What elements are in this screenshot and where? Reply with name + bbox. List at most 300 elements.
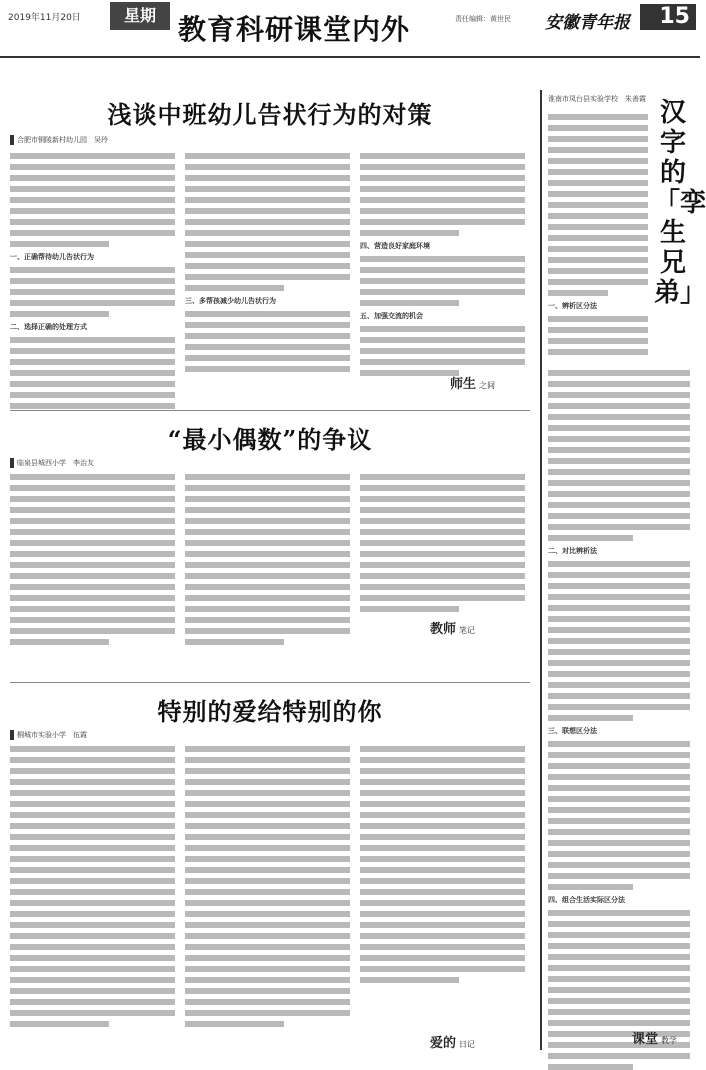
body-text-line xyxy=(548,976,690,982)
body-text-line xyxy=(360,518,525,524)
body-text-line xyxy=(185,966,350,972)
body-column xyxy=(10,153,175,393)
body-text-line xyxy=(10,485,175,491)
body-text-line xyxy=(360,370,459,376)
body-text-line xyxy=(185,999,350,1005)
section-heading: 一、正确帮待幼儿告状行为 xyxy=(10,253,94,261)
body-text-line xyxy=(185,867,350,873)
body-text-line xyxy=(360,197,525,203)
article-tattling xyxy=(10,95,530,395)
body-text-line xyxy=(185,628,350,634)
body-text-line xyxy=(185,823,350,829)
body-text-line xyxy=(10,551,175,557)
body-text-line xyxy=(10,197,175,203)
body-text-line xyxy=(548,862,690,868)
body-text-line xyxy=(185,355,350,361)
body-text-line xyxy=(10,911,175,917)
body-text-line xyxy=(10,768,175,774)
article-title: “最小偶数”的争议 xyxy=(167,425,373,454)
body-text-line xyxy=(185,285,284,291)
body-text-line xyxy=(10,900,175,906)
body-text-line xyxy=(10,311,109,317)
body-text-line xyxy=(185,562,350,568)
body-text-line xyxy=(360,562,525,568)
body-text-line xyxy=(360,922,525,928)
body-text-line xyxy=(548,616,690,622)
body-text-line xyxy=(548,682,690,688)
page-number: 15 xyxy=(640,4,696,30)
body-column xyxy=(185,153,350,393)
body-text-line xyxy=(10,834,175,840)
body-text-line xyxy=(10,801,175,807)
body-text-line xyxy=(10,867,175,873)
body-text-line xyxy=(185,175,350,181)
body-text-line xyxy=(10,845,175,851)
body-text-line xyxy=(10,573,175,579)
body-text-line xyxy=(548,943,690,949)
body-text-line xyxy=(185,878,350,884)
body-text-line xyxy=(185,801,350,807)
body-text-line xyxy=(548,987,690,993)
article-byline: 桐城市实验小学 伍霞 xyxy=(10,730,87,740)
body-text-line xyxy=(548,649,690,655)
body-text-line xyxy=(360,878,525,884)
body-text-line xyxy=(360,595,525,601)
body-text-line xyxy=(360,834,525,840)
article-body xyxy=(10,153,530,393)
body-text-line xyxy=(185,933,350,939)
body-text-line xyxy=(360,900,525,906)
section-heading: 四、营造良好家庭环境 xyxy=(360,242,430,250)
body-text-line xyxy=(10,518,175,524)
body-text-line xyxy=(185,551,350,557)
body-text-line xyxy=(548,191,648,197)
body-text-line xyxy=(360,955,525,961)
body-text-line xyxy=(185,606,350,612)
body-text-line xyxy=(185,988,350,994)
body-text-line xyxy=(185,595,350,601)
body-text-line xyxy=(548,327,648,333)
body-text-line xyxy=(185,230,350,236)
article-smallest-even xyxy=(10,420,530,670)
body-text-line xyxy=(10,381,175,387)
body-text-line xyxy=(10,153,175,159)
body-text-line xyxy=(185,790,350,796)
body-text-line xyxy=(548,605,690,611)
body-text-line xyxy=(548,469,690,475)
article-byline: 临泉县城西小学 李治友 xyxy=(10,458,94,468)
body-text-line xyxy=(360,256,525,262)
section-heading: 二、选择正确的处理方式 xyxy=(10,323,87,331)
body-column xyxy=(185,474,350,664)
body-text-line xyxy=(360,540,525,546)
body-text-line xyxy=(10,370,175,376)
body-text-line xyxy=(185,746,350,752)
body-text-line xyxy=(548,480,690,486)
body-text-line xyxy=(548,715,633,721)
body-text-line xyxy=(548,704,690,710)
body-text-line xyxy=(548,268,648,274)
body-text-line xyxy=(360,933,525,939)
body-text-line xyxy=(185,955,350,961)
signature-text: 教师 xyxy=(430,622,457,637)
body-text-line xyxy=(548,910,690,916)
article-title: 特别的爱给特别的你 xyxy=(157,697,383,726)
body-text-line xyxy=(548,224,648,230)
body-text-line xyxy=(548,840,690,846)
body-text-line xyxy=(10,639,109,645)
body-text-line xyxy=(548,660,690,666)
body-text-line xyxy=(548,583,690,589)
body-text-line xyxy=(360,348,525,354)
body-text-line xyxy=(185,274,350,280)
body-text-line xyxy=(548,627,690,633)
section-heading: 五、加强交流的机会 xyxy=(360,312,423,320)
sidebar-article xyxy=(540,90,706,1050)
body-column xyxy=(10,746,175,1046)
body-text-line xyxy=(360,337,525,343)
body-text-line xyxy=(10,790,175,796)
body-text-line xyxy=(10,278,175,284)
body-text-line xyxy=(10,348,175,354)
body-text-line xyxy=(185,344,350,350)
body-text-line xyxy=(360,485,525,491)
body-text-line xyxy=(548,425,690,431)
body-text-line xyxy=(10,977,175,983)
section-logo: 星期 xyxy=(110,2,170,30)
body-text-line xyxy=(548,257,648,263)
body-text-line xyxy=(185,768,350,774)
body-text-line xyxy=(360,977,459,983)
sidebar-body xyxy=(548,370,690,1020)
body-text-line xyxy=(360,944,525,950)
body-text-line xyxy=(185,322,350,328)
body-text-line xyxy=(10,241,109,247)
body-text-line xyxy=(185,529,350,535)
body-text-line xyxy=(10,230,175,236)
body-text-line xyxy=(360,801,525,807)
body-text-line xyxy=(185,1010,350,1016)
body-text-line xyxy=(360,812,525,818)
body-text-line xyxy=(360,186,525,192)
article-signature xyxy=(450,373,495,392)
section-heading: 三、多帮孩减少幼儿告状行为 xyxy=(185,297,276,305)
body-text-line xyxy=(10,606,175,612)
body-text-line xyxy=(548,998,690,1004)
body-text-line xyxy=(10,955,175,961)
body-text-line xyxy=(548,884,633,890)
body-text-line xyxy=(10,562,175,568)
editor-credit: 责任编辑：黄世民 xyxy=(455,15,511,23)
body-text-line xyxy=(185,889,350,895)
body-text-line xyxy=(185,639,284,645)
body-text-line xyxy=(360,573,525,579)
body-text-line xyxy=(10,999,175,1005)
body-text-line xyxy=(548,338,648,344)
body-text-line xyxy=(548,370,690,376)
body-text-line xyxy=(548,279,648,285)
body-text-line xyxy=(185,834,350,840)
body-text-line xyxy=(360,845,525,851)
body-text-line xyxy=(360,153,525,159)
signature-suffix: 笔记 xyxy=(459,626,476,635)
body-text-line xyxy=(185,219,350,225)
body-text-line xyxy=(185,757,350,763)
section-heading: 四、组合生活实际区分法 xyxy=(548,896,625,904)
body-text-line xyxy=(548,763,690,769)
body-text-line xyxy=(185,186,350,192)
body-text-line xyxy=(185,311,350,317)
body-text-line xyxy=(10,392,175,398)
body-text-line xyxy=(548,921,690,927)
body-text-line xyxy=(548,202,648,208)
body-text-line xyxy=(10,300,175,306)
body-text-line xyxy=(10,746,175,752)
body-text-line xyxy=(360,757,525,763)
body-text-line xyxy=(360,768,525,774)
body-text-line xyxy=(360,300,459,306)
body-text-line xyxy=(360,326,525,332)
body-text-line xyxy=(548,147,648,153)
body-text-line xyxy=(10,208,175,214)
signature-suffix: 日记 xyxy=(459,1040,476,1049)
body-text-line xyxy=(185,540,350,546)
article-byline: 合肥市铜陵新村幼儿园 吴玲 xyxy=(10,135,108,145)
body-text-line xyxy=(360,359,525,365)
body-text-line xyxy=(360,856,525,862)
body-text-line xyxy=(10,540,175,546)
body-text-line xyxy=(10,474,175,480)
signature-text: 爱的 xyxy=(430,1036,457,1051)
body-text-line xyxy=(185,573,350,579)
body-text-line xyxy=(360,790,525,796)
body-text-line xyxy=(548,316,648,322)
body-text-line xyxy=(10,812,175,818)
body-text-line xyxy=(185,208,350,214)
sidebar-body xyxy=(548,114,648,364)
body-text-line xyxy=(548,965,690,971)
body-text-line xyxy=(360,606,459,612)
body-text-line xyxy=(548,594,690,600)
body-text-line xyxy=(360,289,525,295)
body-column xyxy=(10,474,175,664)
body-text-line xyxy=(360,507,525,513)
body-text-line xyxy=(360,278,525,284)
body-text-line xyxy=(548,458,690,464)
body-text-line xyxy=(548,524,690,530)
body-text-line xyxy=(10,267,175,273)
body-text-line xyxy=(185,977,350,983)
body-text-line xyxy=(548,213,648,219)
body-text-line xyxy=(185,518,350,524)
body-text-line xyxy=(185,584,350,590)
body-text-line xyxy=(360,175,525,181)
body-text-line xyxy=(548,741,690,747)
body-text-line xyxy=(185,845,350,851)
body-text-line xyxy=(360,230,459,236)
body-text-line xyxy=(185,333,350,339)
masthead xyxy=(0,0,700,58)
body-text-line xyxy=(10,1021,109,1027)
sidebar-byline: 淮南市凤台县实验学校 朱善霞 xyxy=(548,95,646,103)
body-text-line xyxy=(10,164,175,170)
body-text-line xyxy=(10,988,175,994)
section-heading: 三、联想区分法 xyxy=(548,727,597,735)
body-text-line xyxy=(548,572,690,578)
body-text-line xyxy=(10,856,175,862)
body-text-line xyxy=(360,496,525,502)
body-text-line xyxy=(360,164,525,170)
body-text-line xyxy=(548,349,648,355)
body-text-line xyxy=(548,774,690,780)
body-text-line xyxy=(185,252,350,258)
body-text-line xyxy=(10,757,175,763)
body-text-line xyxy=(548,447,690,453)
newspaper-name: 安徽青年报 xyxy=(545,13,630,33)
article-special-love xyxy=(10,692,530,1054)
body-text-line xyxy=(10,186,175,192)
body-text-line xyxy=(185,366,350,372)
body-text-line xyxy=(185,856,350,862)
body-text-line xyxy=(548,158,648,164)
body-text-line xyxy=(10,944,175,950)
body-text-line xyxy=(548,1053,690,1059)
body-text-line xyxy=(548,114,648,120)
body-text-line xyxy=(548,1020,690,1026)
body-text-line xyxy=(10,496,175,502)
body-text-line xyxy=(360,746,525,752)
body-text-line xyxy=(548,829,690,835)
body-text-line xyxy=(10,889,175,895)
body-text-line xyxy=(548,807,690,813)
body-text-line xyxy=(185,911,350,917)
body-text-line xyxy=(360,779,525,785)
body-text-line xyxy=(360,911,525,917)
body-text-line xyxy=(10,175,175,181)
body-text-line xyxy=(360,584,525,590)
article-title: 浅谈中班幼儿告状行为的对策 xyxy=(107,100,433,129)
article-signature xyxy=(430,1032,475,1051)
body-text-line xyxy=(10,595,175,601)
body-text-line xyxy=(548,671,690,677)
body-text-line xyxy=(548,414,690,420)
body-text-line xyxy=(10,779,175,785)
body-text-line xyxy=(185,1021,284,1027)
body-text-line xyxy=(360,208,525,214)
body-text-line xyxy=(10,878,175,884)
body-text-line xyxy=(548,785,690,791)
signature-text: 课堂 xyxy=(632,1032,659,1047)
article-signature xyxy=(430,618,475,637)
body-text-line xyxy=(548,561,690,567)
section-heading: 一、辨析区分法 xyxy=(548,302,597,310)
body-text-line xyxy=(548,932,690,938)
body-text-line xyxy=(10,1010,175,1016)
body-text-line xyxy=(548,513,690,519)
signature-text: 师生 xyxy=(450,377,477,392)
body-text-line xyxy=(360,551,525,557)
body-text-line xyxy=(185,164,350,170)
body-text-line xyxy=(10,529,175,535)
body-text-line xyxy=(360,966,525,972)
body-text-line xyxy=(10,507,175,513)
body-text-line xyxy=(548,873,690,879)
body-text-line xyxy=(548,851,690,857)
body-text-line xyxy=(10,289,175,295)
body-text-line xyxy=(360,529,525,535)
body-text-line xyxy=(185,900,350,906)
body-text-line xyxy=(548,954,690,960)
body-text-line xyxy=(185,474,350,480)
body-text-line xyxy=(185,263,350,269)
body-text-line xyxy=(548,246,648,252)
body-text-line xyxy=(548,169,648,175)
body-text-line xyxy=(548,125,648,131)
body-text-line xyxy=(10,922,175,928)
body-text-line xyxy=(548,180,648,186)
body-text-line xyxy=(185,812,350,818)
body-text-line xyxy=(548,491,690,497)
body-text-line xyxy=(185,197,350,203)
body-text-line xyxy=(185,153,350,159)
sidebar-signature xyxy=(632,1028,677,1047)
body-text-line xyxy=(10,403,175,409)
body-text-line xyxy=(10,617,175,623)
body-text-line xyxy=(548,1064,633,1070)
body-text-line xyxy=(548,535,633,541)
body-text-line xyxy=(548,1009,690,1015)
body-text-line xyxy=(360,889,525,895)
body-text-line xyxy=(548,290,608,296)
body-text-line xyxy=(548,693,690,699)
body-text-line xyxy=(360,267,525,273)
body-text-line xyxy=(360,867,525,873)
signature-suffix: 教学 xyxy=(661,1036,678,1045)
divider xyxy=(10,682,530,683)
body-text-line xyxy=(548,235,648,241)
body-text-line xyxy=(185,922,350,928)
body-text-line xyxy=(10,933,175,939)
issue-date: 2019年11月20日 xyxy=(8,13,81,23)
body-text-line xyxy=(10,359,175,365)
body-column xyxy=(360,746,525,1046)
body-text-line xyxy=(10,219,175,225)
body-text-line xyxy=(548,436,690,442)
body-text-line xyxy=(185,507,350,513)
body-text-line xyxy=(360,219,525,225)
body-text-line xyxy=(185,485,350,491)
page-title: 教育科研课堂内外 xyxy=(178,13,411,46)
body-text-line xyxy=(548,403,690,409)
article-body xyxy=(10,746,530,1046)
body-text-line xyxy=(548,818,690,824)
body-text-line xyxy=(548,638,690,644)
body-column xyxy=(185,746,350,1046)
body-text-line xyxy=(360,474,525,480)
body-text-line xyxy=(548,796,690,802)
divider xyxy=(10,410,530,411)
body-text-line xyxy=(185,944,350,950)
section-heading: 二、对比辨析法 xyxy=(548,547,597,555)
body-column xyxy=(360,153,525,393)
body-text-line xyxy=(548,502,690,508)
body-text-line xyxy=(10,966,175,972)
body-text-line xyxy=(10,337,175,343)
body-text-line xyxy=(185,617,350,623)
body-text-line xyxy=(548,752,690,758)
body-text-line xyxy=(185,496,350,502)
body-text-line xyxy=(185,241,350,247)
